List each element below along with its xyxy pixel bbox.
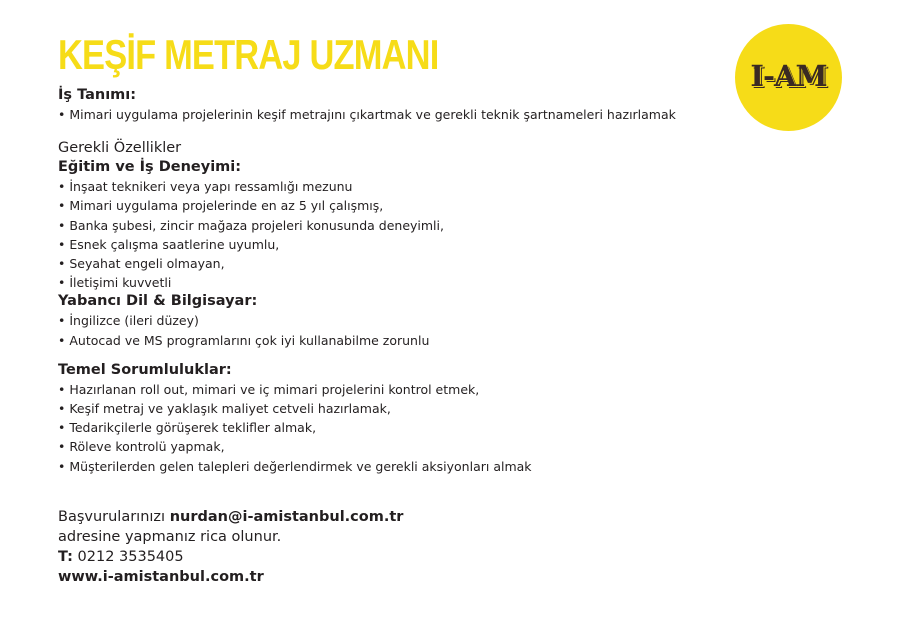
list-item: • Esnek çalışma saatlerine uyumlu, [58,236,280,252]
phone-label: T: [58,548,73,565]
list-item: • İletişimi kuvvetli [58,275,172,291]
responsibilities-list [58,380,738,476]
phone-line [58,547,738,567]
website-link[interactable]: www.i-amistanbul.com.tr [58,568,264,585]
education-heading: Eğitim ve İş Deneyimi: [58,159,242,176]
contact-block [58,507,738,587]
list-item: • Banka şubesi, zincir mağaza projeleri konusunda deneyimli, [58,217,444,233]
language-heading: Yabancı Dil & Bilgisayar: [58,293,258,310]
contact-email-link[interactable]: nurdan@i-amistanbul.com.tr [169,508,404,525]
page-title: KEŞİF METRAJ UZMANI [58,31,439,78]
logo-text: I-AM [750,59,827,93]
job-description-heading: İş Tanımı: [58,87,137,103]
job-description-list [58,105,738,124]
apply-suffix: adresine yapmanız rica olunur. [58,528,282,545]
language-list [58,311,738,349]
phone-number: 0212 3535405 [72,548,184,565]
education-list [58,177,738,292]
list-item: • Mimari uygulama projelerinin keşif metrajını çıkartmak ve gerekli teknik şartnameleri hazırlamak [58,107,676,122]
list-item: • Keşif metraj ve yaklaşık maliyet cetveli hazırlamak, [58,401,391,417]
list-item: • Mimari uygulama projelerinde en az 5 yıl çalışmış, [58,198,384,214]
list-item: • Röleve kontrolü yapmak, [58,439,225,455]
list-item: • İnşaat teknikeri veya yapı ressamlığı mezunu [58,179,353,195]
list-item: • Seyahat engeli olmayan, [58,256,225,272]
list-item: • Autocad ve MS programlarını çok iyi kullanabilme zorunlu [58,332,430,348]
i-am-logo [735,24,842,131]
list-item: • Müşterilerden gelen talepleri değerlendirmek ve gerekli aksiyonları almak [58,458,532,474]
apply-line [58,507,738,527]
list-item: • Tedarikçilerle görüşerek teklifler almak, [58,420,317,436]
apply-prefix: Başvurularınızı [58,508,170,525]
list-item: • İngilizce (ileri düzey) [58,313,199,329]
requirements-heading: Gerekli Özellikler [58,140,182,157]
list-item: • Hazırlanan roll out, mimari ve iç mimari projelerini kontrol etmek, [58,381,480,397]
responsibilities-heading: Temel Sorumluluklar: [58,361,232,378]
job-posting-content [58,86,738,587]
